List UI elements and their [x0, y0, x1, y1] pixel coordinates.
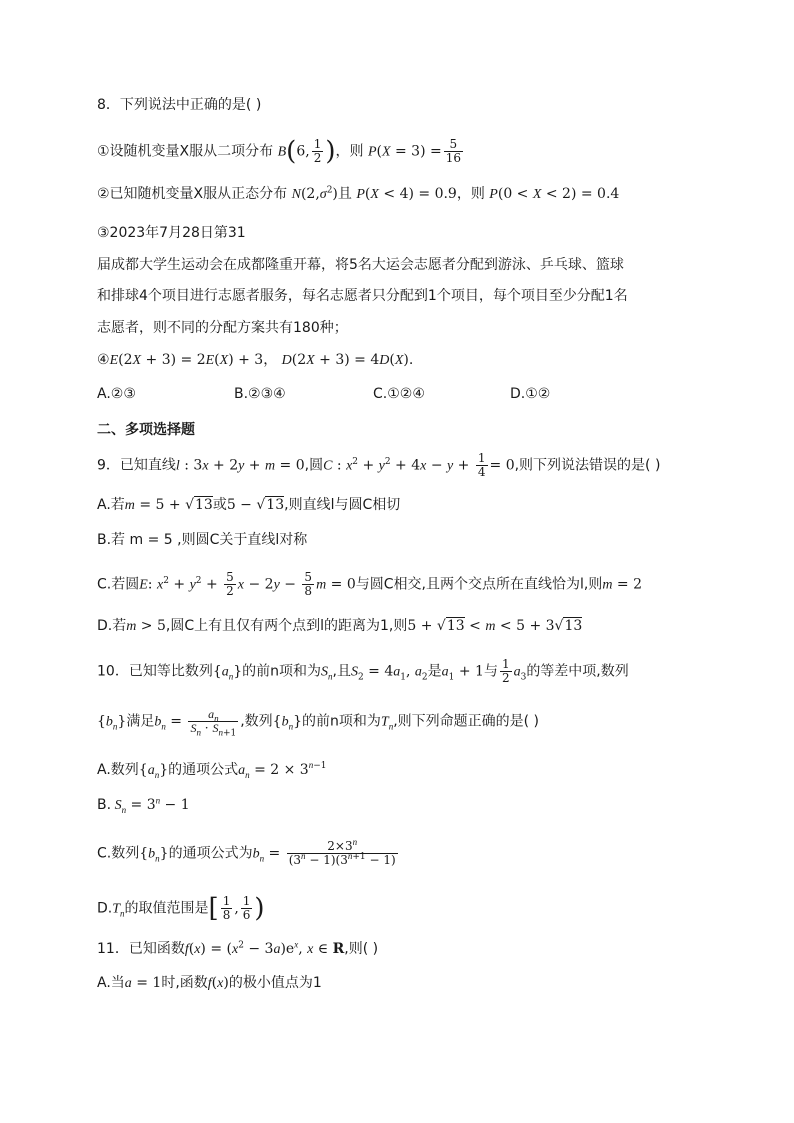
q11-stem: 11．已知函数$f(x) = (x^2 - 3a)e^x$, x ∈ R,则( ) [97, 939, 379, 957]
q10-stem-line1: 10．已知等比数列$\{a_n\}$的前n项和为$S_n$,且$S_2 = 4a_1$, $a_2$是$a_1 + 1$与 $\frac{1}{2}$ $a_3$的等差中项,数列 [97, 657, 629, 685]
q8-statement-1: ①设随机变量X服从二项分布 B(6, $\frac{1}{2}$ )，则 P(X = 3) = $\frac{5}{16}$ [97, 136, 461, 167]
section-2-title: 二、多项选择题 [97, 422, 195, 438]
q9-option-b: B.若 m = 5 ,则圆C关于直线l对称 [97, 532, 308, 548]
q8-statement-3-line3: 和排球4个项目进行志愿者服务，每名志愿者只分配到1个项目，每个项目至少分配1名 [97, 288, 628, 304]
q9-stem: 9．已知直线l : 3x + 2y + m = 0,圆C : $x^2 + y^2 + 4x - y$ + $\frac{1}{4}$ = 0,则下列说法错误的是( ) [97, 451, 661, 479]
q9-option-c: C.若圆E: $x^2 + y^2$ + $\frac{5}{2}$ x − 2y − $\frac{5}{8}$ m = 0与圆C相交,且两个交点所在直线恰为l,则m = 2 [97, 570, 642, 598]
q8-statement-4: ④E(2X + 3) = 2E(X) + 3， D(2X + 3) = 4D(X). [97, 352, 414, 368]
q10-option-c: C.数列$\{b_n\}$的通项公式为$b_n$ = $\frac{2\times 3^n}{(3^n - 1)(3^{n+1} - 1)}$ [97, 837, 396, 867]
q8-option-a: A.②③ [97, 386, 136, 402]
q8-statement-3-line2: 届成都大学生运动会在成都隆重开幕，将5名大运会志愿者分配到游泳、乒乓球、篮球 [97, 257, 624, 273]
q8-option-b: B.②③④ [234, 386, 286, 402]
q8-option-d: D.①② [510, 386, 551, 402]
q9-option-a: A.若m = 5 + √13或5 − √13,则直线l与圆C相切 [97, 497, 401, 513]
q8-statement-2: ②已知随机变量X服从正态分布 $N(2,\sigma^2)$且 P(X < 4) = 0.9，则 P(0 < X < 2) = 0.4 [97, 185, 620, 202]
q10-stem-line2: $\{b_n\}$满足$b_n$ = $\frac{a_n}{S_n \cdot S_{n+1}}$ ,数列$\{b_n\}$的前n项和为$T_n$,则下列命题正确的是( ) [97, 707, 540, 739]
q10-option-b: B. $S_n = 3^n - 1$ [97, 795, 190, 815]
q10-option-a: A.数列$\{a_n\}$的通项公式$a_n = 2 \times 3^{n-1}$ [97, 760, 327, 780]
q8-stem: 8．下列说法中正确的是( ) [97, 97, 262, 113]
q11-option-a: A.当a = 1时,函数f(x)的极小值点为1 [97, 975, 322, 991]
q9-option-d: D.若m > 5,圆C上有且仅有两个点到l的距离为1,则5 + √13 < m < 5 + 3√13 [97, 618, 583, 634]
q8-statement-3-line4: 志愿者，则不同的分配方案共有180种； [97, 320, 348, 336]
q10-option-d: $D.T_n$的取值范围是[ $\frac{1}{8}$ , $\frac{1}{6}$ ) [97, 893, 265, 924]
q8-option-c: C.①②④ [373, 386, 425, 402]
q8-statement-3-line1: ③2023年7月28日第31 [97, 225, 246, 241]
